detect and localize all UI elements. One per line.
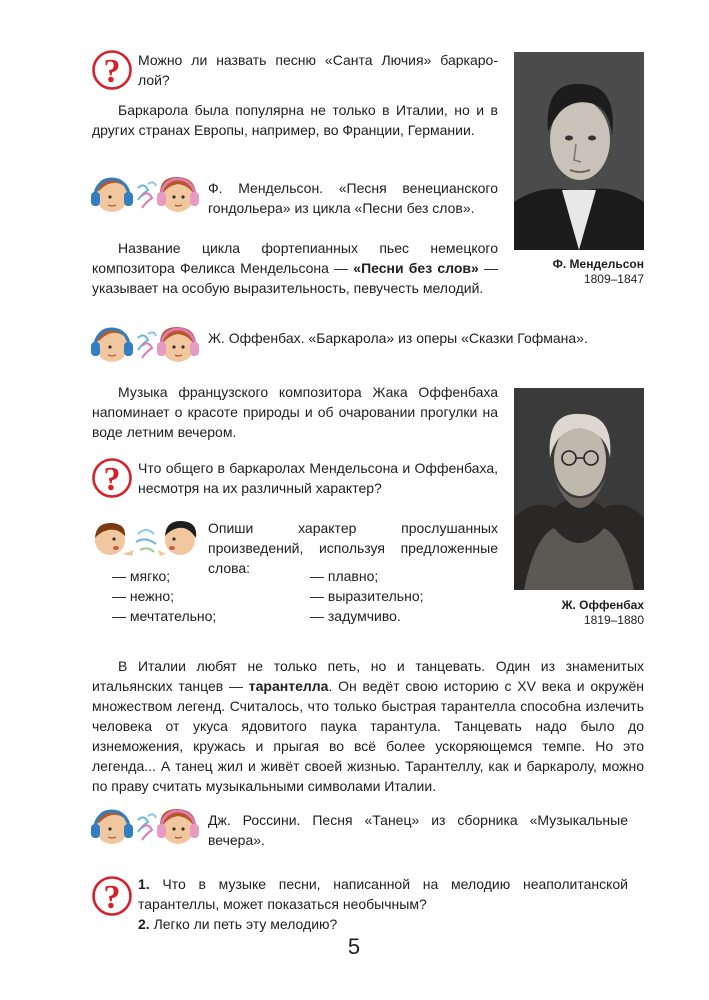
word-item: — задумчиво. — [310, 608, 401, 624]
word-list-right — [310, 566, 500, 626]
question-1: Можно ли назвать песню «Санта Лючия» баркаро- лой? — [138, 52, 498, 88]
listening-task-mendelssohn: Ф. Мендельсон. «Песня венецианского гондольера» из цикла «Песни без слов». — [208, 180, 498, 216]
question-3: 1. Что в музыке песни, написанной на мелодию неаполитанской тарантеллы, может показаться необычным? 2. Легко ли петь эту мелодию? — [138, 876, 628, 932]
question-mark-icon — [92, 458, 132, 498]
word-item: — выразительно; — [310, 588, 424, 604]
portrait-offenbach — [514, 388, 644, 590]
word-item: — мягко; — [112, 568, 171, 584]
listening-children-icon — [88, 172, 204, 216]
question-2: Что общего в баркаролах Мендельсона и Оффенбаха, несмотря на их различный характер? — [138, 460, 498, 496]
task-describe-character: Опиши характер прослушанных произведений, используя предложенные слова: — [208, 520, 498, 576]
talking-children-icon — [88, 514, 204, 560]
page-number: 5 — [347, 934, 361, 959]
portrait-caption-name: Ж. Оффенбах — [561, 598, 644, 612]
listening-task-rossini: Дж. Россини. Песня «Танец» из сборника «Музыкальные вечера». — [208, 812, 628, 848]
paragraph-offenbach-music: Музыка французского композитора Жака Оффенбаха напоминает о красоте природы и об очаровании прогулки на воде летним вечером. — [92, 384, 498, 440]
paragraph-songs-without-words: Название цикла фортепианных пьес немецкого композитора Феликса Мендельсона — «Песни без слов» — указывает на особую выразительность, певучесть мелодий. — [92, 240, 499, 296]
word-item: — плавно; — [310, 568, 379, 584]
portrait-caption-years: 1809–1847 — [583, 272, 644, 286]
question-mark-icon — [92, 876, 132, 916]
word-item: — нежно; — [112, 588, 175, 604]
paragraph-barcarolle-europe: Баркарола была популярна не только в Италии, но и в других странах Европы, например, во Франции, Германии. — [92, 102, 498, 138]
paragraph-tarantella: В Италии любят не только петь, но и танцевать. Один из знаменитых итальянских танцев — тарантелла. Он ведёт свою историю с XV века и окружён множеством легенд. Считалось, что только быстрая тарантелла способна излечить человека от укуса ядовитого паука тарантула. Танцевать надо было до изнеможения, кружась и прыгая во всё более ускоряющемся темпе. Но это легенда... А танец жил и живёт своей жизнью. Тарантеллу, как и баркаролу, можно по праву считать музыкальными символами Италии. — [92, 658, 644, 794]
listening-task-offenbach: Ж. Оффенбах. «Баркарола» из оперы «Сказки Гофмана». — [208, 330, 588, 346]
question-mark-icon — [92, 50, 132, 90]
word-list-left — [112, 566, 292, 626]
listening-children-icon — [88, 322, 204, 366]
listening-children-icon — [88, 804, 204, 848]
mendelssohn-image — [514, 52, 644, 250]
portrait-mendelssohn — [514, 52, 644, 250]
offenbach-image — [514, 388, 644, 590]
word-item: — мечтательно; — [112, 608, 217, 624]
portrait-caption-years: 1819–1880 — [583, 613, 644, 627]
portrait-caption-name: Ф. Мендельсон — [552, 257, 644, 271]
